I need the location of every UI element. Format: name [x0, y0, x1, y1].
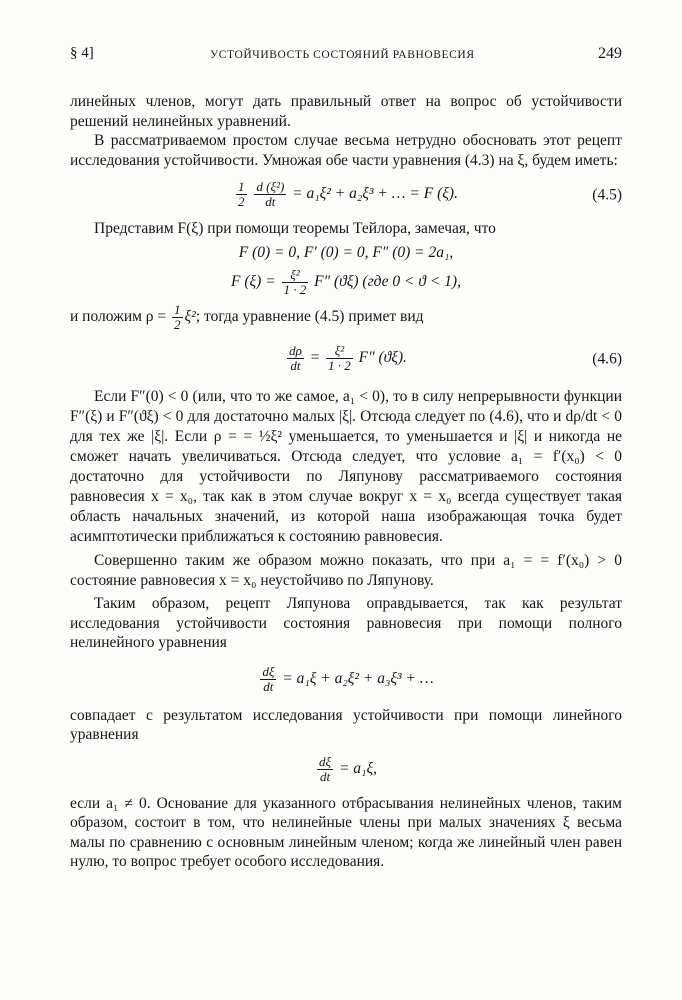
paragraph-7: Таким образом, рецепт Ляпунова оправдывается, так как результат исследования устойчивости состояния равновесия при помощи полного нелинейного уравнения [70, 595, 622, 651]
fraction-dxi-dt: $\frac{d\xi}{dt}$ [262, 663, 275, 694]
linear-equation: $\frac{d\xi}{dt}$ = a₁ξ, [319, 753, 377, 784]
full-nonlinear-equation: $\frac{d\xi}{dt}$ = a₁ξ + a₂ξ² + a₃ξ³ + … [262, 663, 434, 694]
fraction-half: $\frac{1}{2}$ [238, 179, 245, 209]
section-marker: § 4] [70, 45, 94, 61]
paragraph-4: и положим ρ = $\frac{1}{2}$ ξ²; тогда уравнение (4.5) примет вид [70, 302, 424, 332]
taylor-conditions: F (0) = 0, F′ (0) = 0, F″ (0) = 2a₁, [238, 243, 454, 261]
fraction-drho-dt: $\frac{d\rho}{dt}$ [289, 343, 302, 373]
equation-number: (4.6) [592, 349, 622, 367]
fraction-dxi-dt: $\frac{d\xi}{dt}$ [319, 753, 332, 784]
fraction-rho: $\frac{1}{2}$ [174, 302, 181, 332]
equation-rhs: = a₁ξ² + a₂ξ³ + … = F (ξ). [292, 185, 458, 203]
paragraph-8: совпадает с результатом исследования устойчивости при помощи линейного уравнения [70, 706, 622, 743]
fraction-xi2-12: $\frac{\text{ξ²}}{1 \cdot 2}$ [328, 343, 351, 373]
paragraph-5: Если F″(0) < 0 (или, что то же самое, a₁ < 0), то в силу непрерывности функции F″(ξ) и F″(ϑξ) < 0 для достаточно малых |ξ|. Отсюда следует по (4.6), что и dρ/dt < 0 для тех же |ξ|. Если ρ = = ½ξ² уменьшается, то уменьшается и |ξ| и никогда не сможет начать увеличиваться. Отсюда следует, что условие a₁ = f′(x₀) < 0 достаточно для устойчивости по Ляпунову рассматриваемого состояния равновесия x = x₀, так как в этом случае вокруг x = x₀ всегда существует такая область начальных значений, из которой наша изображающая точка будет асимптотически приближаться к состоянию равновесия. [70, 388, 622, 545]
equation-number: (4.5) [592, 185, 622, 203]
fraction-derivative: $\frac{\text{d (ξ²)}}{dt}$ [256, 179, 285, 209]
paragraph-1: линейных членов, могут дать правильный ответ на вопрос об устойчивости решений нелинейных уравнений. [70, 93, 622, 130]
paragraph-3: Представим F(ξ) при помощи теоремы Тейлора, замечая, что [94, 220, 496, 237]
running-title: УСТОЙЧИВОСТЬ СОСТОЯНИЙ РАВНОВЕСИЯ [210, 49, 475, 61]
page-body [70, 92, 622, 872]
page-number: 249 [598, 45, 622, 62]
equation-4-5 [70, 180, 622, 209]
running-header [70, 44, 622, 68]
paragraph-9: если a₁ ≠ 0. Основание для указанного отбрасывания нелинейных членов, таким образом, состоит в том, что нелинейные члены при малых значениях ξ весьма малы по сравнению с основным линейным членом; когда же линейный член равен нулю, то вопрос требует особого исследования. [70, 794, 622, 870]
taylor-expansion: F (ξ) = $\frac{\text{ξ²}}{1 \cdot 2}$ F″ (ϑξ) (где 0 < ϑ < 1), [231, 267, 461, 297]
equation-4-6: $\frac{d\rho}{dt}$ = $\frac{\text{ξ²}}{1 \cdot 2}$ F″ (ϑξ). (4.6) [289, 343, 622, 373]
paragraph-6: Совершенно таким же образом можно показать, что при a₁ = = f′(x₀) > 0 состояние равновесия x = x₀ неустойчиво по Ляпунову. [70, 552, 622, 589]
paragraph-2: В рассматриваемом простом случае весьма нетрудно обосновать этот рецепт исследования устойчивости. Умножая обе части уравнения (4.3) на ξ, будем иметь: [70, 132, 622, 169]
fraction-xi-squared: $\frac{\text{ξ²}}{1 \cdot 2}$ [283, 267, 307, 297]
